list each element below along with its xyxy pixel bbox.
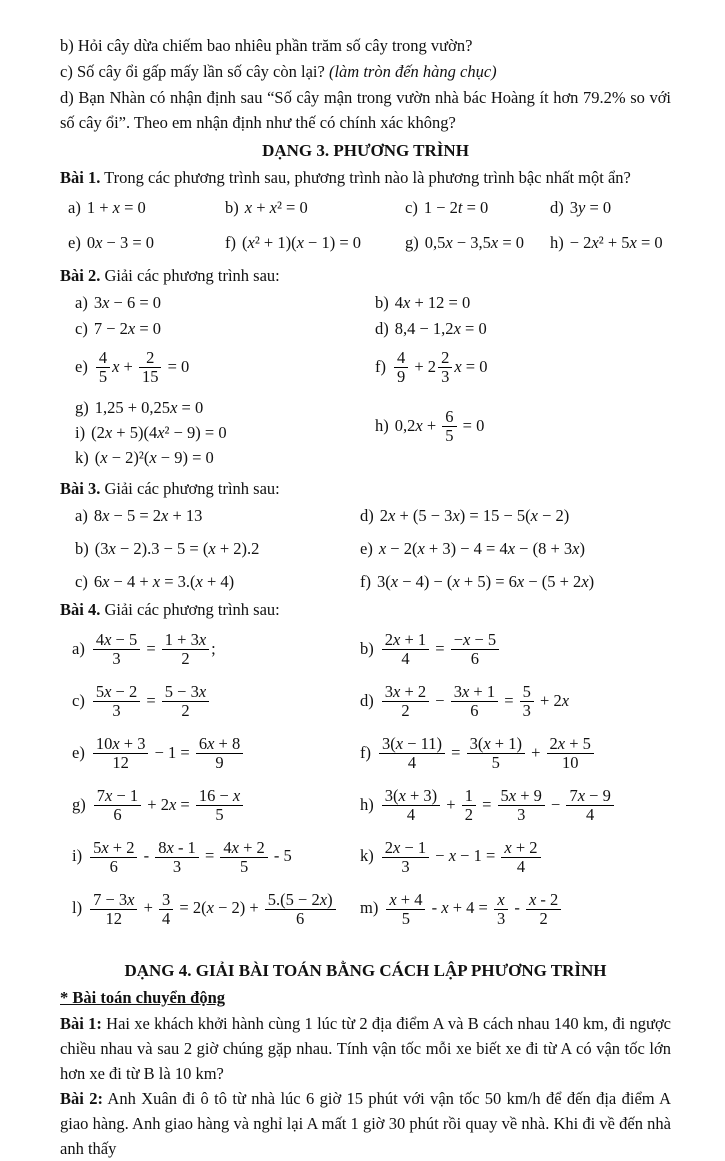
- intro-question-d: d) Bạn Nhàn có nhận định sau “Số cây mận trong vườn nhà bác Hoàng ít hơn 79.2% so với số cây ổi”. Theo em nhận định như thế có chính xác không?: [60, 88, 671, 132]
- equation-expression: $\frac{3(x + 3)}{4}$ + $\frac{1}{2}$ = $\frac{5x + 9}{3}$ − $\frac{7x - 9}{4}$: [380, 795, 616, 814]
- intro-question-b: b) Hỏi cây dừa chiếm bao nhiêu phần trăm số cây trong vườn?: [60, 36, 473, 55]
- equation-3b: b) (3x − 2).3 − 5 = (x + 2).2: [75, 538, 260, 558]
- equation-4f: f) $\frac{3(x - 11)}{4}$ = $\frac{3(x + 1)}{5}$ + $\frac{2x + 5}{10}$: [360, 735, 671, 773]
- equation-expression: $\frac{5x - 2}{3}$ = $\frac{5 - 3x}{2}$: [91, 691, 211, 710]
- exercise4-title: Bài 4.: [60, 599, 101, 619]
- equation-expression: $\frac{2x - 1}{3}$ − x − 1 = $\frac{x + 2}{4}$: [380, 846, 543, 865]
- equation-4i: i) $\frac{5x + 2}{6}$ - $\frac{8x - 1}{3}$ = $\frac{4x + 2}{5}$ - 5: [72, 837, 292, 877]
- equation-expression: $\frac{4}{5}$ x + $\frac{2}{15}$ = 0: [94, 357, 189, 376]
- equation-1g: g) 0,5x − 3,5x = 0: [405, 233, 525, 252]
- equation-expression: 0,5x − 3,5x = 0: [424, 233, 525, 252]
- equation-expression: 8x − 5 = 2x + 13: [93, 505, 203, 525]
- equation-3d: d) 2x + (5 − 3x) = 15 − 5(x − 2): [360, 505, 570, 525]
- equation-1h: h) − 2x² + 5x = 0: [550, 233, 663, 252]
- exercise2-intro-text: Giải các phương trình sau:: [100, 266, 280, 285]
- exercise3-intro: [60, 476, 671, 501]
- exercise2-equations: [60, 290, 671, 472]
- equation-expression: (3x − 2).3 − 5 = (x + 2).2: [94, 538, 260, 558]
- exercise1-intro: [60, 165, 671, 190]
- equation-expression: (x − 2)²(x − 9) = 0: [94, 447, 214, 467]
- equation-expression: 3x − 6 = 0: [93, 293, 162, 312]
- equation-expression: 3y = 0: [569, 198, 612, 217]
- equation-2c: c) 7 − 2x = 0: [75, 319, 162, 338]
- motion-problems-subheading: * Bài toán chuyển động: [60, 987, 226, 1007]
- equation-expression: $\frac{4}{9}$ + 2 $\frac{2}{3}$ x = 0: [392, 357, 487, 376]
- equation-expression: 7 − 2x = 0: [93, 319, 162, 338]
- word-problem-2-text: Anh Xuân đi ô tô từ nhà lúc 6 giờ 15 phút với vận tốc 50 km/h để đến địa điểm A giao hàng. Anh giao hàng và nghỉ lại A mất 1 giờ 30 phút rồi quay về nhà. Khi đi về đến nhà anh thấy: [60, 1088, 672, 1158]
- equation-4g: g) $\frac{7x - 1}{6}$ + 2x = $\frac{16 - x}{5}$: [72, 787, 360, 825]
- equation-expression: $\frac{10x + 3}{12}$ − 1 = $\frac{6x + 8}{9}$: [91, 743, 245, 762]
- exercise3-intro-text: Giải các phương trình sau:: [100, 478, 280, 498]
- equation-1b: b) x + x² = 0: [225, 198, 308, 217]
- exercise1-title: Bài 1.: [60, 168, 101, 187]
- equation-2e: e) $\frac{4}{5}$ x + $\frac{2}{15}$ = 0: [75, 348, 190, 387]
- equation-expression: 8,4 − 1,2x = 0: [394, 319, 487, 338]
- equation-expression: x − 2(x + 3) − 4 = 4x − (8 + 3x): [378, 538, 585, 558]
- equation-1f: f) (x² + 1)(x − 1) = 0: [225, 233, 362, 252]
- equation-3c: c) 6x − 4 + x = 3.(x + 4): [75, 571, 235, 591]
- word-problem-1: [60, 1011, 671, 1086]
- equation-expression: − 2x² + 5x = 0: [569, 233, 663, 252]
- equation-expression: 1,25 + 0,25x = 0: [94, 397, 204, 417]
- equation-3e: e) x − 2(x + 3) − 4 = 4x − (8 + 3x): [360, 538, 585, 558]
- word-problem-2: [60, 1086, 671, 1161]
- equation-expression: $\frac{7x - 1}{6}$ + 2x = $\frac{16 - x}{5}$: [92, 795, 245, 814]
- equation-2i: i) (2x + 5)(4x² − 9) = 0: [75, 422, 227, 442]
- equation-4d: d) $\frac{3x + 2}{2}$ − $\frac{3x + 1}{6}$ = $\frac{5}{3}$ + 2x: [360, 681, 570, 721]
- equation-expression: $\frac{4x - 5}{3}$ = $\frac{1 + 3x}{2}$ ;: [91, 639, 216, 658]
- equation-expression: $\frac{2x + 1}{4}$ = $\frac{-x - 5}{6}$: [380, 639, 501, 658]
- equation-1a: a) 1 + x = 0: [68, 198, 146, 217]
- word-problem-2-title: Bài 2:: [60, 1088, 103, 1108]
- equation-expression: 0,2x + $\frac{6}{5}$ = 0: [394, 406, 485, 446]
- equation-4a: a) $\frac{4x - 5}{3}$ = $\frac{1 + 3x}{2}$ ;: [72, 629, 216, 669]
- equation-1c: c) 1 − 2t = 0: [405, 198, 489, 217]
- equation-expression: (x² + 1)(x − 1) = 0: [242, 233, 362, 252]
- equation-expression: 6x − 4 + x = 3.(x + 4): [93, 571, 235, 591]
- equation-4e: e) $\frac{10x + 3}{12}$ − 1 = $\frac{6x + 8}{9}$: [72, 735, 360, 773]
- equation-expression: 3(x − 4) − (x + 5) = 6x − (5 + 2x): [377, 571, 595, 591]
- equation-4l: l) $\frac{7 - 3x}{12}$ + $\frac{3}{4}$ = 2(x − 2) + $\frac{5.(5 - 2x)}{6}$: [72, 891, 360, 929]
- equation-expression: $\frac{x + 4}{5}$ - x + 4 = $\frac{x}{3}$ - $\frac{x - 2}{2}$: [384, 898, 563, 917]
- word-problem-1-title: Bài 1:: [60, 1013, 102, 1033]
- intro-question-c: [60, 59, 671, 84]
- equation-expression: 4x + 12 = 0: [394, 293, 471, 312]
- equation-expression: $\frac{3(x - 11)}{4}$ = $\frac{3(x + 1)}{5}$ + $\frac{2x + 5}{10}$: [377, 743, 596, 762]
- equation-4h: h) $\frac{3(x + 3)}{4}$ + $\frac{1}{2}$ = $\frac{5x + 9}{3}$ − $\frac{7x - 9}{4}$: [360, 787, 671, 825]
- equation-expression: $\frac{5x + 2}{6}$ - $\frac{8x - 1}{3}$ = $\frac{4x + 2}{5}$ - 5: [88, 846, 292, 865]
- equation-2g: g) 1,25 + 0,25x = 0: [75, 397, 204, 417]
- exercise1-equations: [60, 195, 671, 256]
- equation-1d: d) 3y = 0: [550, 198, 612, 217]
- equation-2h: h) 0,2x + $\frac{6}{5}$ = 0: [375, 406, 485, 446]
- dang4-heading: DẠNG 4. GIẢI BÀI TOÁN BẰNG CÁCH LẬP PHƯƠNG TRÌNH: [124, 960, 607, 980]
- equation-3a: a) 8x − 5 = 2x + 13: [75, 505, 203, 525]
- exercise3-equations: [60, 503, 671, 595]
- equation-expression: x + x² = 0: [244, 198, 308, 217]
- equation-expression: (2x + 5)(4x² − 9) = 0: [91, 422, 227, 442]
- equation-expression: $\frac{3x + 2}{2}$ − $\frac{3x + 1}{6}$ = $\frac{5}{3}$ + 2x: [380, 691, 569, 710]
- exercise4-intro: [60, 597, 671, 622]
- exercise2-left-stack: [75, 394, 375, 472]
- exercise4-equations: [60, 624, 671, 936]
- equation-3f: f) 3(x − 4) − (x + 5) = 6x − (5 + 2x): [360, 571, 595, 591]
- equation-2a: a) 3x − 6 = 0: [75, 293, 162, 312]
- equation-2d: d) 8,4 − 1,2x = 0: [375, 319, 487, 338]
- intro-question-c-note: (làm tròn đến hàng chục): [328, 62, 497, 81]
- word-problem-1-text: Hai xe khách khởi hành cùng 1 lúc từ 2 địa điểm A và B cách nhau 140 km, đi ngược chiều nhau và sau 2 giờ chúng gặp nhau. Tính vận tốc mỗi xe biết xe đi từ A có vận tốc lớn hơn xe đi từ B là 10 km?: [60, 1013, 671, 1083]
- dang3-heading: DẠNG 3. PHƯƠNG TRÌNH: [262, 141, 469, 160]
- equation-4k: k) $\frac{2x - 1}{3}$ − x − 1 = $\frac{x + 2}{4}$: [360, 839, 671, 877]
- equation-4c: c) $\frac{5x - 2}{3}$ = $\frac{5 - 3x}{2}$: [72, 683, 360, 721]
- equation-2b: b) 4x + 12 = 0: [375, 293, 471, 312]
- exercise2-title: Bài 2.: [60, 266, 101, 285]
- exercise1-intro-text: Trong các phương trình sau, phương trình nào là phương trình bậc nhất một ẩn?: [100, 168, 631, 187]
- equation-expression: 2x + (5 − 3x) = 15 − 5(x − 2): [379, 505, 570, 525]
- equation-expression: 0x − 3 = 0: [86, 233, 155, 252]
- equation-1e: e) 0x − 3 = 0: [68, 233, 155, 252]
- intro-question-c-text: c) Số cây ổi gấp mấy lần số cây còn lại?: [60, 62, 329, 81]
- exercise3-title: Bài 3.: [60, 478, 101, 498]
- exercise4-intro-text: Giải các phương trình sau:: [100, 599, 280, 619]
- equation-4m: m) $\frac{x + 4}{5}$ - x + 4 = $\frac{x}{3}$ - $\frac{x - 2}{2}$: [360, 891, 671, 929]
- equation-2k: k) (x − 2)²(x − 9) = 0: [75, 447, 214, 467]
- exercise2-intro: [60, 263, 671, 288]
- equation-expression: 1 + x = 0: [86, 198, 146, 217]
- equation-expression: 1 − 2t = 0: [423, 198, 489, 217]
- equation-2f: f) $\frac{4}{9}$ + 2 $\frac{2}{3}$ x = 0: [375, 348, 488, 387]
- equation-expression: $\frac{7 - 3x}{12}$ + $\frac{3}{4}$ = 2(x − 2) + $\frac{5.(5 - 2x)}{6}$: [88, 898, 337, 917]
- equation-4b: b) $\frac{2x + 1}{4}$ = $\frac{-x - 5}{6}$: [360, 631, 671, 669]
